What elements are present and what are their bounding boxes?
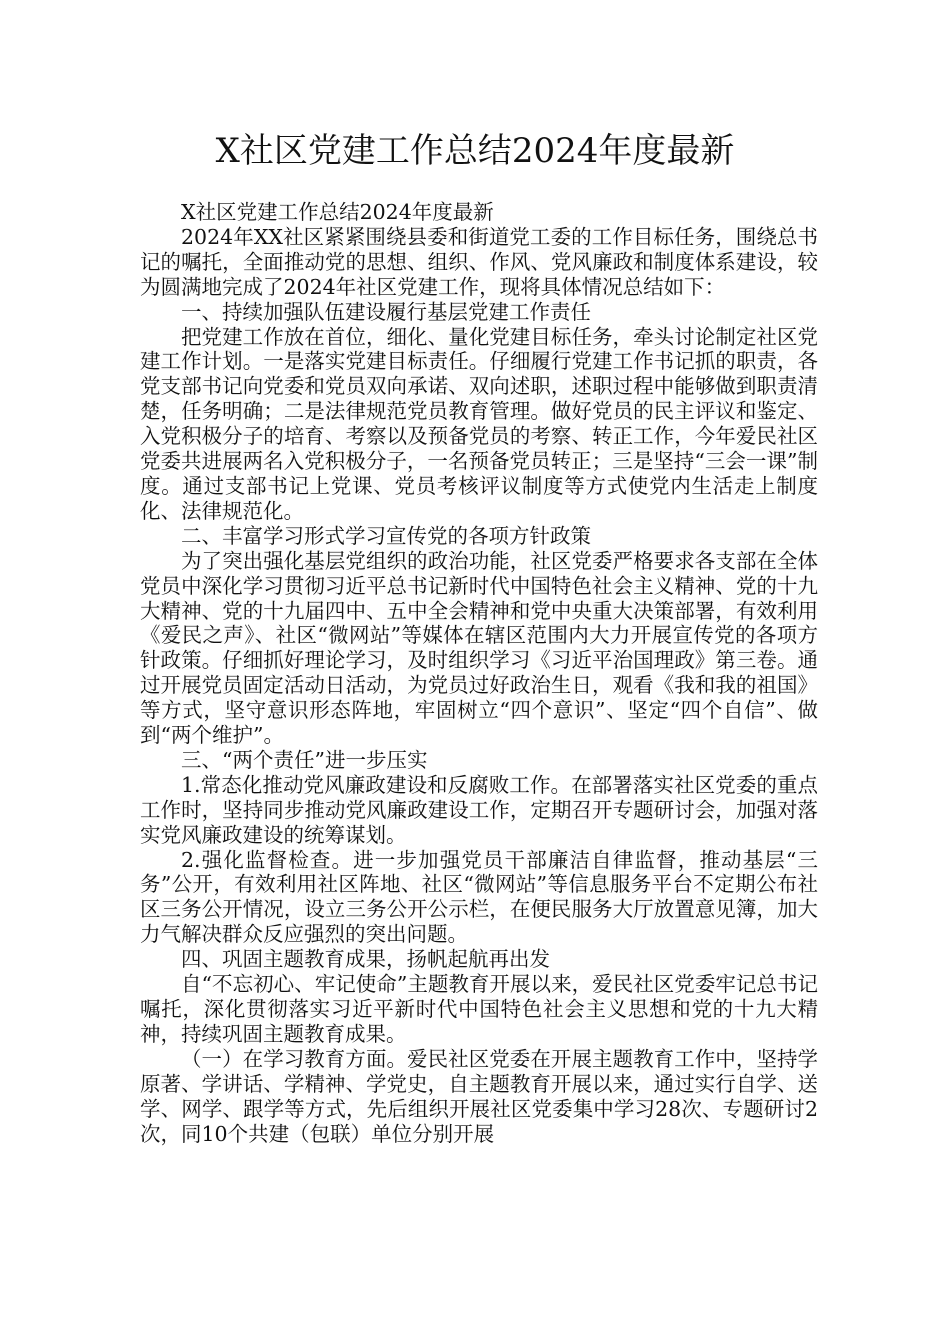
- paragraph-section-3-item-1: 1.常态化推动党风廉政建设和反腐败工作。在部署落实社区党委的重点工作时，坚持同步推动党风廉政建设工作，定期召开专题研讨会，加强对落实党风廉政建设的统筹谋划。: [140, 772, 818, 847]
- document-body: [140, 200, 818, 1146]
- paragraph-intro: 2024年XX社区紧紧围绕县委和街道党工委的工作目标任务，围绕总书记的嘱托，全面推动党的思想、组织、作风、党风廉政和制度体系建设，较为圆满地完成了2024年社区党建工作，现将具体情况总结如下：: [140, 224, 818, 299]
- section-heading-2: 二、丰富学习形式学习宣传党的各项方针政策: [181, 523, 591, 548]
- paragraph-section-4: 自“不忘初心、牢记使命”主题教育开展以来，爱民社区党委牢记总书记嘱托，深化贯彻落实习近平新时代中国特色社会主义思想和党的十九大精神，持续巩固主题教育成果。: [140, 972, 818, 1046]
- document-title: X社区党建工作总结2024年度最新: [215, 131, 735, 171]
- paragraph-section-2: 为了突出强化基层党组织的政治功能，社区党委严格要求各支部在全体党员中深化学习贯彻习近平总书记新时代中国特色社会主义精神、党的十九大精神、党的十九届四中、五中全会精神和党中央重大决策部署，有效利用《爱民之声》、社区“微网站”等媒体在辖区范围内大力开展宣传党的各项方针政策。仔细抓好理论学习，及时组织学习《习近平治国理政》第三卷。通过开展党员固定活动日活动，为党员过好政治生日，观看《我和我的祖国》等方式，坚守意识形态阵地，牢固树立“四个意识”、坚定“四个自信”、做到“两个维护”。: [140, 548, 818, 748]
- section-heading-3: 三、“两个责任”进一步压实: [181, 747, 428, 772]
- paragraph-subtitle: X社区党建工作总结2024年度最新: [181, 200, 494, 224]
- section-heading-1: 一、持续加强队伍建设履行基层党建工作责任: [181, 299, 591, 324]
- paragraph-section-1: 把党建工作放在首位，细化、量化党建目标任务，牵头讨论制定社区党建工作计划。一是落实党建目标责任。仔细履行党建工作书记抓的职责，各党支部书记向党委和党员双向承诺、双向述职，述职过程中能够做到职责清楚，任务明确；二是法律规范党员教育管理。做好党员的民主评议和鉴定、入党积极分子的培育、考察以及预备党员的考察、转正工作，今年爱民社区党委共进展两名入党积极分子，一名预备党员转正；三是坚持“三会一课”制度。通过支部书记上党课、党员考核评议制度等方式使党内生活走上制度化、法律规范化。: [140, 324, 818, 523]
- paragraph-section-4-item-1: （一）在学习教育方面。爱民社区党委在开展主题教育工作中，坚持学原著、学讲话、学精神、学党史，自主题教育开展以来，通过实行自学、送学、网学、跟学等方式，先后组织开展社区党委集中学习28次、专题研讨2次，同10个共建（包联）单位分别开展: [140, 1046, 818, 1146]
- section-heading-4: 四、巩固主题教育成果，扬帆起航再出发: [181, 947, 550, 972]
- paragraph-section-3-item-2: 2.强化监督检查。进一步加强党员干部廉洁自律监督，推动基层“三务”公开，有效利用社区阵地、社区“微网站”等信息服务平台不定期公布社区三务公开情况，设立三务公开公示栏，在便民服务大厅放置意见簿，加大力气解决群众反应强烈的突出问题。: [140, 847, 818, 947]
